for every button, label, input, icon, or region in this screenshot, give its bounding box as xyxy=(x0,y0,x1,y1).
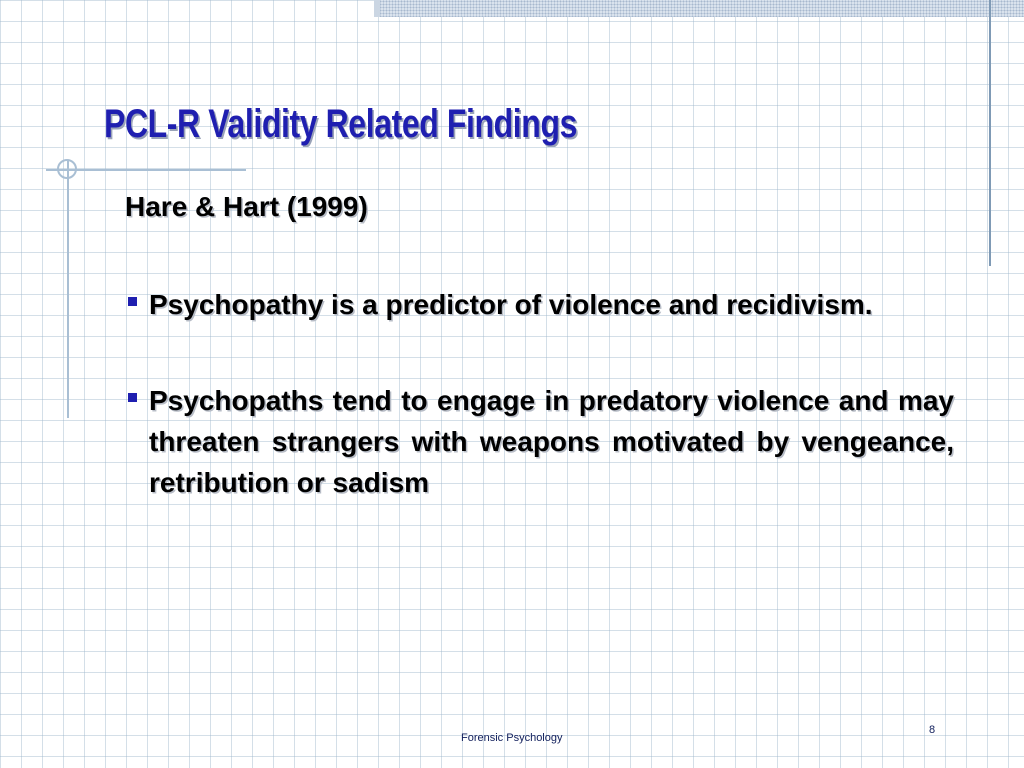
slide-title: PCL-R Validity Related Findings xyxy=(104,102,577,146)
bullet-text: Psychopathy is a predictor of violence and recidivism. xyxy=(149,289,873,320)
page-number: 8 xyxy=(929,724,936,736)
bullet-list xyxy=(126,284,954,558)
bullet-text: Psychopaths tend to engage in predatory violence and may threaten strangers with weapons motivated by vengeance, retribution or sadism xyxy=(149,385,954,498)
slide-subtitle: Hare & Hart (1999) xyxy=(125,191,368,222)
top-band-edge xyxy=(374,0,380,17)
slide-footer: Forensic Psychology xyxy=(461,732,563,744)
bullet-item xyxy=(126,284,954,325)
left-decorative-line xyxy=(67,160,69,418)
right-decorative-line xyxy=(989,0,991,266)
square-bullet-icon xyxy=(128,393,137,402)
square-bullet-icon xyxy=(128,297,137,306)
top-decorative-band xyxy=(376,0,1024,17)
bullet-item xyxy=(126,380,954,503)
crosshair-circle-icon xyxy=(57,159,77,179)
